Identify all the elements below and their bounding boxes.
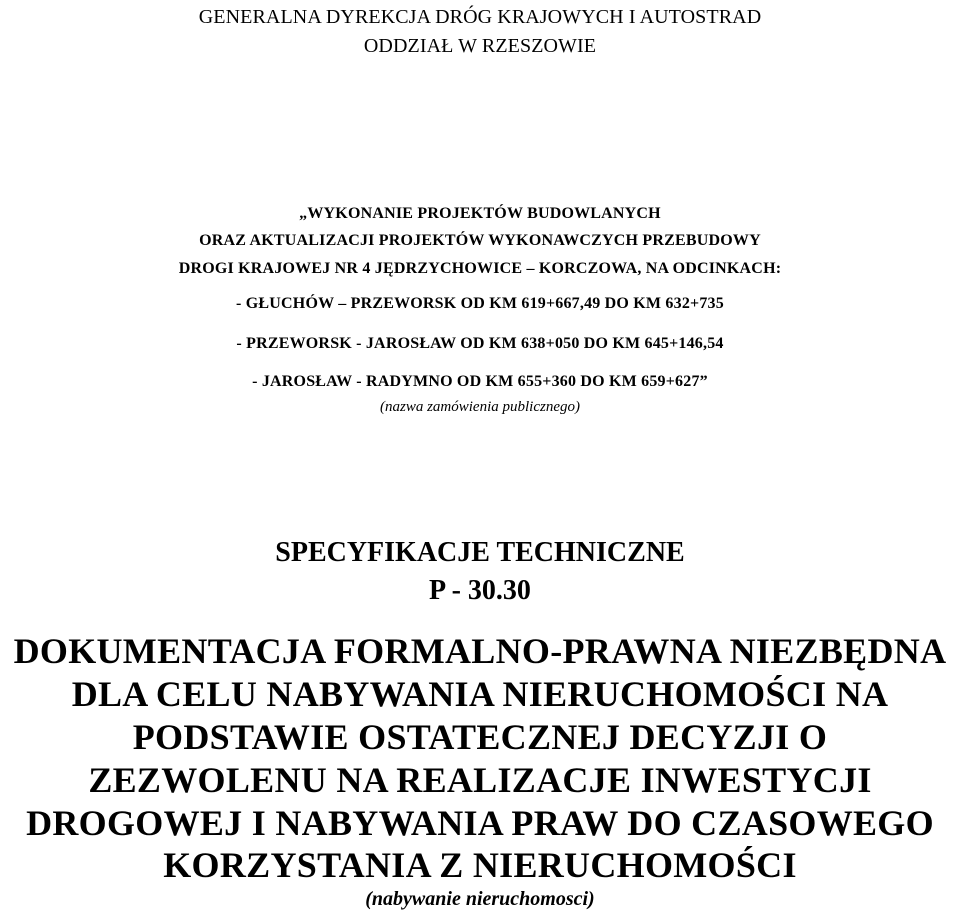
project-title-line-1: „WYKONANIE PROJEKTÓW BUDOWLANYCH xyxy=(299,205,661,222)
spec-title-line-4: ZEZWOLENU NA REALIZACJE INWESTYCJI xyxy=(88,760,872,800)
project-section-2: - PRZEWORSK - JAROSŁAW OD KM 638+050 DO KM 645+146,54 xyxy=(236,335,724,352)
spec-title-line-3: PODSTAWIE OSTATECZNEJ DECYZJI O xyxy=(132,717,828,757)
project-caption: (nazwa zamówienia publicznego) xyxy=(380,399,580,415)
spec-title-line-1: DOKUMENTACJA FORMALNO-PRAWNA NIEZBĘDNA xyxy=(13,631,947,671)
spec-code: P - 30.30 xyxy=(429,575,531,606)
spec-subtitle: (nabywanie nieruchomosci) xyxy=(365,888,595,910)
spec-title-line-6: KORZYSTANIA Z NIERUCHOMOŚCI xyxy=(163,845,797,885)
project-title-line-3: DROGI KRAJOWEJ NR 4 JĘDRZYCHOWICE – KORCZOWA, NA ODCINKACH: xyxy=(178,260,782,277)
org-branch: ODDZIAŁ W RZESZOWIE xyxy=(363,35,597,57)
spec-heading: SPECYFIKACJE TECHNICZNE xyxy=(275,537,685,568)
project-section-1: - GŁUCHÓW – PRZEWORSK OD KM 619+667,49 DO KM 632+735 xyxy=(236,295,724,312)
project-title-line-2: ORAZ AKTUALIZACJI PROJEKTÓW WYKONAWCZYCH PRZEBUDOWY xyxy=(199,232,761,249)
spec-title-line-2: DLA CELU NABYWANIA NIERUCHOMOŚCI NA xyxy=(71,674,889,714)
org-name: GENERALNA DYREKCJA DRÓG KRAJOWYCH I AUTOSTRAD xyxy=(198,6,762,28)
spec-title-line-5: DROGOWEJ I NABYWANIA PRAW DO CZASOWEGO xyxy=(26,803,934,843)
project-section-3: - JAROSŁAW - RADYMNO OD KM 655+360 DO KM 659+627” xyxy=(252,373,708,390)
